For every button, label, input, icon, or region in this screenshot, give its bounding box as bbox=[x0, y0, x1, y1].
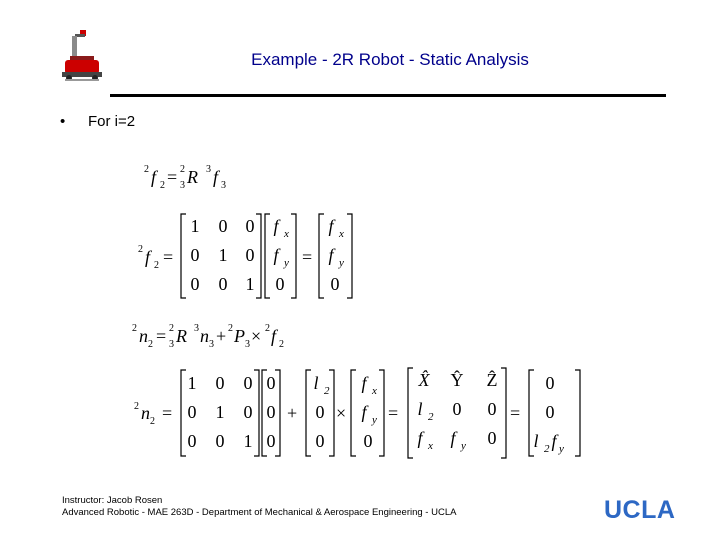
eq2-f-cell-sub: y bbox=[284, 257, 289, 269]
eq4-equals-1: = bbox=[162, 403, 173, 423]
eq1-f: f bbox=[213, 167, 219, 187]
eq4-equals-3: = bbox=[510, 403, 521, 423]
eq4-f-cell-sub: y bbox=[372, 414, 377, 426]
eq4-det-cell-sub: 2 bbox=[428, 411, 434, 423]
eq4-lhs: n bbox=[141, 403, 150, 423]
eq4-l-cell: 0 bbox=[315, 402, 325, 422]
svg-text:=: = bbox=[167, 167, 178, 187]
eq4-det-cell: l bbox=[417, 399, 423, 419]
eq2-equals-1: = bbox=[163, 247, 174, 267]
eq4-R-cell: 0 bbox=[243, 373, 253, 393]
eq4-det-cell-sub: x bbox=[428, 440, 433, 452]
eq2-f-cell: f bbox=[273, 245, 279, 265]
eq2-result-cell: f bbox=[328, 216, 334, 236]
eq1-lhs: f bbox=[151, 167, 157, 187]
eq4-cross: × bbox=[336, 403, 347, 423]
eq4-det-cell: 0 bbox=[452, 399, 462, 419]
svg-text:2: 2 bbox=[132, 323, 137, 334]
eq2-R-cell: 0 bbox=[245, 216, 255, 236]
slide-title: Example - 2R Robot - Static Analysis bbox=[251, 50, 529, 69]
eq4-R-left-bracket bbox=[181, 370, 186, 456]
eq2-R-cell: 0 bbox=[218, 274, 228, 294]
eq4-R-cell: 1 bbox=[243, 431, 253, 451]
eq4-n-cell: 0 bbox=[266, 402, 276, 422]
eq4-R-cell: 0 bbox=[187, 431, 197, 451]
eq2-lhs: f bbox=[145, 247, 151, 267]
eq4-n-cell: 0 bbox=[266, 431, 276, 451]
svg-text:n: n bbox=[200, 326, 209, 346]
eq2-R-cell: 1 bbox=[218, 245, 228, 265]
eq4-det-cell: 0 bbox=[487, 399, 497, 419]
svg-text:P: P bbox=[234, 326, 245, 346]
eq4-R-cell: 1 bbox=[187, 373, 197, 393]
equation-moment-transform bbox=[128, 318, 308, 352]
eq4-n-right-bracket bbox=[275, 370, 280, 456]
eq4-result-cell-sub2: y bbox=[559, 443, 564, 455]
svg-text:×: × bbox=[251, 326, 262, 346]
footer-instructor: Instructor: Jacob Rosen bbox=[62, 495, 163, 506]
eq1-lhs-sub: 2 bbox=[160, 180, 165, 191]
eq4-det-cell: X̂ bbox=[418, 370, 430, 390]
bullet-marker: • bbox=[60, 113, 66, 130]
eq4-l-cell: 0 bbox=[315, 431, 325, 451]
svg-text:2: 2 bbox=[148, 339, 153, 350]
eq4-f-cell: f bbox=[361, 402, 367, 422]
eq4-R-cell: 0 bbox=[215, 431, 225, 451]
eq4-result-right-bracket bbox=[575, 370, 580, 456]
svg-text:2: 2 bbox=[265, 323, 270, 334]
eq4-R-cell: 1 bbox=[215, 402, 225, 422]
eq1-R-pre-top: 2 bbox=[180, 164, 185, 175]
eq4-R-cell: 0 bbox=[187, 402, 197, 422]
eq2-R-left-bracket bbox=[181, 214, 186, 298]
eq4-l-cell: l bbox=[313, 373, 319, 393]
eq4-det-cell: Ŷ bbox=[450, 370, 464, 390]
eq2-R-cell: 1 bbox=[190, 216, 200, 236]
svg-text:f: f bbox=[271, 326, 277, 346]
eq4-lhs-sub: 2 bbox=[150, 416, 155, 427]
eq4-f-cell: 0 bbox=[363, 431, 373, 451]
eq2-R-cell: 0 bbox=[245, 245, 255, 265]
equation-moment-matrix bbox=[128, 365, 588, 465]
eq4-f-right-bracket bbox=[379, 370, 384, 456]
bullet-text: For i=2 bbox=[88, 113, 136, 130]
svg-text:R: R bbox=[176, 326, 187, 346]
eq2-f-left-bracket bbox=[265, 214, 270, 298]
svg-text:=: = bbox=[156, 326, 167, 346]
eq2-result-cell-sub: x bbox=[339, 228, 344, 240]
eq2-result-cell: f bbox=[328, 245, 334, 265]
eq2-equals-2: = bbox=[302, 247, 313, 267]
eq4-result-cell-sub: 2 bbox=[544, 443, 550, 455]
eq4-det-right-bracket bbox=[501, 368, 506, 458]
eq2-lhs-pre: 2 bbox=[138, 244, 143, 255]
svg-text:+: + bbox=[216, 326, 227, 346]
eq2-lhs-sub: 2 bbox=[154, 260, 159, 271]
footer-course: Advanced Robotic - MAE 263D - Department of Mechanical & Aerospace Engineering - UCLA bbox=[62, 507, 457, 518]
eq4-result-cell: 0 bbox=[545, 373, 555, 393]
equation-force-matrix bbox=[134, 210, 374, 302]
eq2-R-cell: 0 bbox=[218, 216, 228, 236]
footer bbox=[62, 495, 456, 519]
eq4-det-cell: 0 bbox=[487, 428, 497, 448]
eq4-f-left-bracket bbox=[351, 370, 356, 456]
svg-text:2: 2 bbox=[169, 323, 174, 334]
svg-text:3: 3 bbox=[209, 339, 214, 350]
title-divider bbox=[110, 94, 666, 97]
eq4-l-right-bracket bbox=[329, 370, 334, 456]
ucla-logo: UCLA bbox=[604, 496, 676, 524]
eq4-R-cell: 0 bbox=[215, 373, 225, 393]
eq4-result-cell: l bbox=[533, 431, 539, 451]
svg-text:3: 3 bbox=[245, 339, 250, 350]
eq2-f-cell: f bbox=[273, 216, 279, 236]
eq4-equals-2: = bbox=[388, 403, 399, 423]
eq4-det-cell: Ẑ bbox=[486, 370, 498, 390]
eq4-f-cell-sub: x bbox=[372, 385, 377, 397]
eq4-det-cell: f bbox=[450, 428, 456, 448]
eq4-result-cell: 0 bbox=[545, 402, 555, 422]
svg-text:3: 3 bbox=[169, 339, 174, 350]
eq2-result-cell: 0 bbox=[330, 274, 340, 294]
eq4-plus: + bbox=[287, 403, 298, 423]
eq2-f-cell: 0 bbox=[275, 274, 285, 294]
eq1-R: R bbox=[187, 167, 198, 187]
eq2-result-left-bracket bbox=[319, 214, 324, 298]
eq1-R-pre-bottom: 3 bbox=[180, 180, 185, 191]
eq2-R-right-bracket bbox=[256, 214, 261, 298]
svg-text:2: 2 bbox=[228, 323, 233, 334]
eq1-f-pre: 3 bbox=[206, 164, 211, 175]
eq4-det-cell: f bbox=[417, 428, 423, 448]
eq4-R-right-bracket bbox=[254, 370, 259, 456]
eq2-R-cell: 0 bbox=[190, 274, 200, 294]
eq4-l-cell-sub: 2 bbox=[324, 385, 330, 397]
eq2-R-cell: 0 bbox=[190, 245, 200, 265]
eq4-l-left-bracket bbox=[306, 370, 311, 456]
eq2-result-right-bracket bbox=[347, 214, 352, 298]
eq1-lhs-pre: 2 bbox=[144, 164, 149, 175]
eq2-result-cell-sub: y bbox=[339, 257, 344, 269]
eq2-f-right-bracket bbox=[291, 214, 296, 298]
robot-logo-icon bbox=[58, 28, 108, 88]
svg-text:3: 3 bbox=[194, 323, 199, 334]
svg-text:n: n bbox=[139, 326, 148, 346]
eq4-det-left-bracket bbox=[408, 368, 413, 458]
eq2-f-cell-sub: x bbox=[284, 228, 289, 240]
equation-force-transform bbox=[140, 160, 260, 194]
eq4-result-cell-2: f bbox=[551, 431, 557, 451]
eq2-R-cell: 1 bbox=[245, 274, 255, 294]
eq4-lhs-pre: 2 bbox=[134, 401, 139, 412]
eq4-det-cell-sub: y bbox=[461, 440, 466, 452]
eq4-f-cell: f bbox=[361, 373, 367, 393]
eq4-R-cell: 0 bbox=[243, 402, 253, 422]
eq4-n-cell: 0 bbox=[266, 373, 276, 393]
svg-text:2: 2 bbox=[279, 339, 284, 350]
eq1-f-sub: 3 bbox=[221, 180, 226, 191]
